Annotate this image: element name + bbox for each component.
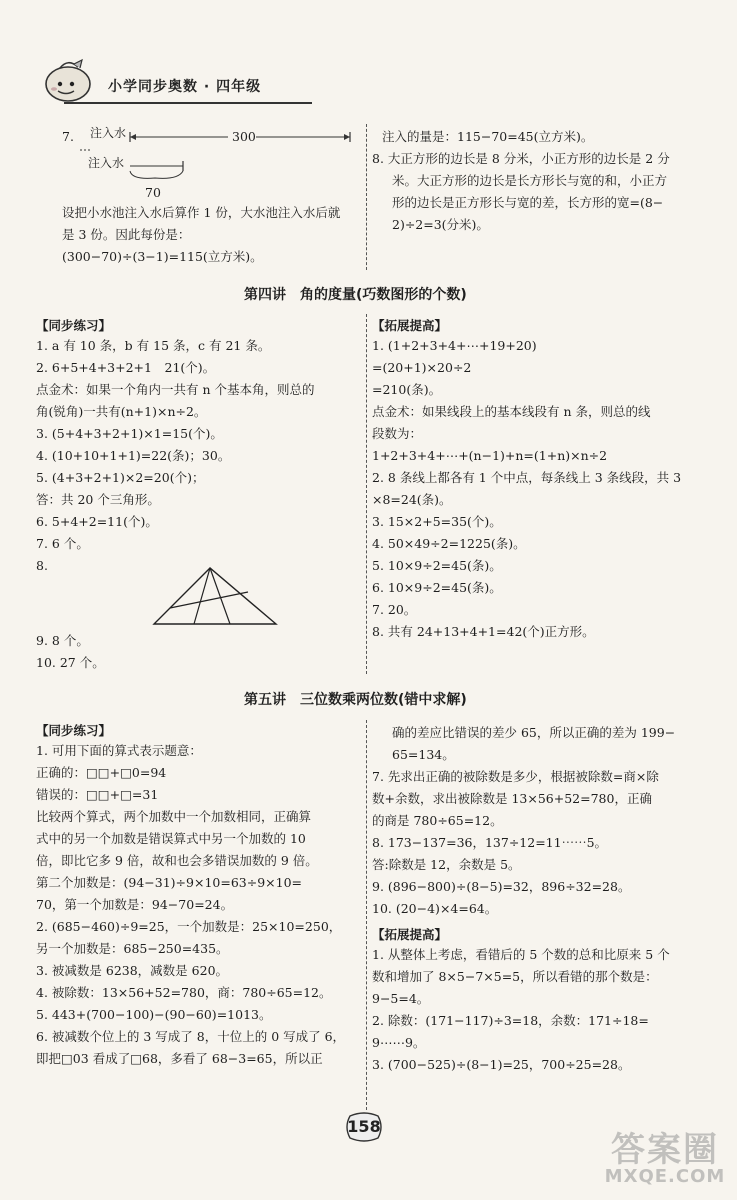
problem-7-line-3: (300−70)÷(3−1)=115(立方米)。 [62, 249, 263, 264]
column-divider [366, 720, 367, 1110]
column-divider [366, 314, 367, 674]
s5-right-line: 8. 173−137=36，137÷12=11⋯⋯5。 [372, 835, 608, 850]
problem-8-line-4: 2)÷2=3(分米)。 [392, 217, 489, 232]
problem-7-number: 7. [62, 129, 74, 144]
s4-right-line: 段数为： [372, 426, 423, 441]
s4-left-line: 1. a 有 10 条，b 有 15 条，c 有 21 条。 [36, 338, 271, 353]
section-4-practice-label: 【同步练习】 [36, 318, 112, 333]
s5-right-line: 9⋯⋯9。 [372, 1035, 426, 1050]
column-divider [366, 124, 367, 270]
s4-left-line: 6. 5+4+2=11(个)。 [36, 514, 158, 529]
section-4-extension-label: 【拓展提高】 [372, 318, 448, 333]
header [28, 58, 298, 106]
s4-left-line: 10. 27 个。 [36, 655, 105, 670]
s5-left-line: 即把□03 看成了□68，多看了 68−3=65，所以正 [36, 1051, 323, 1066]
s5-right-line: 3. (700−525)÷(8−1)=25，700÷25=28。 [372, 1057, 631, 1072]
s5-left-line: 1. 可用下面的算式表示题意： [36, 743, 202, 758]
water-label-1: 注入水 [90, 126, 127, 140]
s4-left-line: 7. 6 个。 [36, 536, 89, 551]
s4-right-line: 5. 10×9÷2=45(条)。 [372, 558, 502, 573]
s4-left-line: 8. [36, 558, 48, 573]
s5-right-line: 10. (20−4)×4=64。 [372, 901, 498, 916]
s5-right-line: 7. 先求出正确的被除数是多少，根据被除数=商×除 [372, 769, 659, 784]
problem-7-line-2: 是 3 份。因此每份是： [62, 227, 191, 242]
s5-right-line: 答:除数是 12，余数是 5。 [372, 857, 521, 872]
s5-left-line: 正确的：□□+□0=94 [36, 765, 167, 780]
section-4-title: 第四讲 角的度量(巧数图形的个数) [244, 287, 467, 303]
problem-7-line-1: 设把小水池注入水后算作 1 份，大水池注入水后就 [62, 205, 341, 220]
problem-7-answer: 注入的量是：115−70=45(立方米)。 [382, 129, 594, 144]
s5-left-line: 错误的：□□+□=31 [36, 787, 159, 802]
header-title: 小学同步奥数 · 四年级 [108, 79, 262, 95]
page-number [344, 1112, 384, 1142]
s4-left-line: 9. 8 个。 [36, 633, 89, 648]
header-rule [64, 102, 312, 104]
watermark-main: 答案圈 [611, 1130, 719, 1170]
s4-right-line: 4. 50×49÷2=1225(条)。 [372, 536, 526, 551]
water-label-2: 注入水 [88, 156, 125, 170]
page-number-text: 158 [347, 1117, 381, 1136]
s4-right-line: =(20+1)×20÷2 [372, 360, 472, 375]
water-diff-70: 70 [145, 185, 161, 200]
s5-right-line: 65=134。 [392, 747, 455, 762]
s4-right-line: 6. 10×9÷2=45(条)。 [372, 580, 502, 595]
s5-left-line: 2. (685−460)÷9=25，一个加数是：25×10=250， [36, 919, 342, 934]
section-5-title: 第五讲 三位数乘两位数(错中求解) [244, 692, 467, 708]
s4-right-line: 1. (1+2+3+4+⋯+19+20) [372, 338, 537, 353]
s4-left-line: 4. (10+10+1+1)=22(条)；30。 [36, 448, 231, 463]
section-5-extension-label: 【拓展提高】 [372, 927, 448, 942]
s5-right-line: 数和增加了 8×5−7×5=5，所以看错的那个数是： [372, 969, 658, 984]
s5-right-line: 9. (896−800)÷(8−5)=32，896÷32=28。 [372, 879, 631, 894]
s4-right-line: 8. 共有 24+13+4+1=42(个)正方形。 [372, 624, 595, 639]
watermark-sub: MXQE.COM [604, 1166, 726, 1187]
s4-right-line: 7. 20。 [372, 602, 417, 617]
s4-right-line: 1+2+3+4+⋯+(n−1)+n=(1+n)×n÷2 [372, 448, 608, 463]
s5-right-line: 1. 从整体上考虑，看错后的 5 个数的总和比原来 5 个 [372, 947, 670, 962]
s4-left-line: 答：共 20 个三角形。 [36, 492, 160, 507]
s5-left-line: 倍，即比它多 9 倍，故和也会多错误加数的 9 倍。 [36, 853, 318, 868]
s4-right-line: 2. 8 条线上都各有 1 个中点，每条线上 3 条线段，共 3 [372, 470, 682, 485]
s5-left-line: 比较两个算式，两个加数中一个加数相同，正确算 [36, 809, 312, 824]
s5-left-line: 70，第一个加数是：94−70=24。 [36, 897, 234, 912]
s4-left-line: 5. (4+3+2+1)×2=20(个)； [36, 470, 205, 485]
s5-right-line: 9−5=4。 [372, 991, 430, 1006]
s4-right-line: 3. 15×2+5=35(个)。 [372, 514, 502, 529]
s4-right-line: 点金术：如果线段上的基本线段有 n 条，则总的线 [372, 404, 651, 419]
mascot-logo [38, 58, 102, 104]
s5-left-line: 式中的另一个加数是错误算式中另一个加数的 10 [36, 831, 306, 846]
problem-8-line-3: 形的边长是正方形长与宽的差，长方形的宽=(8− [392, 195, 664, 210]
watermark [600, 1120, 730, 1192]
water-value-300: 300 [232, 129, 256, 144]
water-line-diagram [80, 128, 360, 188]
triangle-figure [150, 566, 280, 628]
s5-right-line: 确的差应比错误的差少 65，所以正确的差为 199− [392, 725, 676, 740]
problem-8-line-2: 米。大正方形的边长是长方形长与宽的和，小正方 [392, 173, 668, 188]
s5-right-line: 数+余数，求出被除数是 13×56+52=780，正确 [372, 791, 652, 806]
s4-left-line: 3. (5+4+3+2+1)×1=15(个)。 [36, 426, 223, 441]
s4-left-line: 2. 6+5+4+3+2+1 21(个)。 [36, 360, 216, 375]
s5-right-line: 2. 除数：(171−117)÷3=18，余数：171÷18= [372, 1013, 649, 1028]
s5-left-line: 3. 被减数是 6238，减数是 620。 [36, 963, 229, 978]
s5-left-line: 5. 443+(700−100)−(90−60)=1013。 [36, 1007, 272, 1022]
s5-left-line: 6. 被减数个位上的 3 写成了 8，十位上的 0 写成了 6， [36, 1029, 346, 1044]
s4-right-line: ×8=24(条)。 [372, 492, 452, 507]
s4-right-line: =210(条)。 [372, 382, 442, 397]
s5-left-line: 另一个加数是：685−250=435。 [36, 941, 229, 956]
section-5-practice-label: 【同步练习】 [36, 723, 112, 738]
s4-left-line: 角(锐角)一共有(n+1)×n÷2。 [36, 404, 207, 419]
s5-right-line: 的商是 780÷65=12。 [372, 813, 503, 828]
s4-left-line: 点金术：如果一个角内一共有 n 个基本角，则总的 [36, 382, 315, 397]
s5-left-line: 4. 被除数：13×56+52=780，商：780÷65=12。 [36, 985, 332, 1000]
s5-left-line: 第二个加数是：(94−31)÷9×10=63÷9×10= [36, 875, 303, 890]
problem-8-line-1: 8. 大正方形的边长是 8 分米，小正方形的边长是 2 分 [372, 151, 670, 166]
